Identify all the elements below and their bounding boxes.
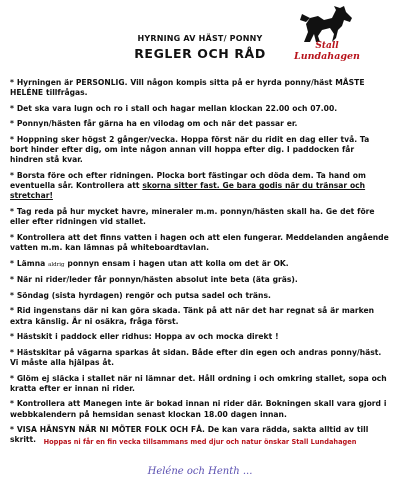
rule-small-word: aldrig — [48, 261, 65, 268]
rule-text: * Kontrollera att Manegen inte är bokad innan ni rider där. Bokningen skall vara gjord i webbkalendern på hemsidan senast klockan 18.00 dagen innan. — [10, 399, 387, 419]
rule-text: * Söndag (sista hyrdagen) rengör och putsa sadel och träns. — [10, 290, 271, 300]
rule-text: * VISA HÄNSYN NÄR NI MÖTER FOLK OCH FÅ. De kan vara rädda, sakta alltid av till skritt. — [10, 425, 369, 445]
rule-text: * Ponnyn/hästen får gärna ha en vilodag om och när det passar er. — [10, 119, 298, 129]
document-subtitle: HYRNING AV HÄST/ PONNY — [137, 34, 263, 43]
horse-icon — [298, 4, 356, 44]
rule-item — [10, 275, 390, 285]
rule-item — [10, 332, 390, 342]
rule-text-continued: ponnyn ensam i hagen utan att kolla om det är OK. — [64, 258, 289, 268]
rule-item — [10, 78, 390, 98]
rule-item — [10, 119, 390, 129]
rule-item — [10, 306, 390, 326]
rules-list — [10, 78, 390, 451]
rule-text: * Kontrollera att det finns vatten i hagen och att elen fungerar. Meddelanden angående vatten m.m. kan lämnas på whiteboardtavlan. — [10, 232, 389, 252]
rule-text: * Lämna — [10, 258, 49, 268]
signature: Heléne och Henth ... — [147, 466, 253, 477]
rule-text: * När ni rider/leder får ponnyn/hästen absolut inte beta (äta gräs). — [10, 275, 298, 285]
stall-logo — [292, 4, 362, 72]
rule-item — [10, 104, 390, 114]
rule-item — [10, 348, 390, 368]
rule-text: * Hästskit i paddock eller ridhus: Hoppa av och mocka direkt ! — [10, 332, 279, 342]
rule-item — [10, 207, 390, 227]
rule-text: * Hästskitar på vägarna sparkas åt sidan. Både efter din egen och andras ponny/häst. Vi måste alla hjälpas åt. — [10, 347, 382, 367]
rule-text: * Rid ingenstans där ni kan göra skada. Tänk på att när det har regnat så är marken extra känslig. Är ni osäkra, fråga först. — [10, 306, 375, 326]
rule-text: * Tag reda på hur mycket havre, mineraler m.m. ponnyn/hästen skall ha. Ge det före eller efter ridningen vid stallet. — [10, 206, 375, 227]
logo-text-line1: Stall — [315, 41, 339, 51]
rule-text: * Det ska vara lugn och ro i stall och hagar mellan klockan 22.00 och 07.00. — [10, 103, 338, 113]
rule-text: * Glöm ej släcka i stallet när ni lämnar det. Håll ordning i och omkring stallet, sopa och kratta efter er innan ni rider. — [10, 373, 387, 393]
rule-text: * Hoppning sker högst 2 gånger/vecka. Hoppa först när du ridit en dag eller två. Ta bort hinder efter dig, om inte någon annan vill hoppa efter dig. I paddocken får hindren stå kvar. — [10, 134, 370, 165]
rule-item — [10, 259, 390, 270]
rule-item — [10, 399, 390, 419]
rule-item — [10, 291, 390, 301]
rule-underlined-text: skorna sitter fast. Ge bara godis när du tränsar och stretchar! — [10, 181, 366, 201]
rule-item — [10, 233, 390, 253]
footer-greeting: Hoppas ni får en fin vecka tillsammans med djur och natur önskar Stall Lundahagen — [43, 438, 357, 446]
rule-text: * Hyrningen är PERSONLIG. Vill någon kompis sitta på er hyrda ponny/häst MÅSTE HELÉNE tillfrågas. — [10, 78, 365, 98]
document-title: REGLER OCH RÅD — [134, 46, 266, 61]
rule-item — [10, 135, 390, 166]
rule-item — [10, 374, 390, 394]
logo-text-line2: Lundahagen — [294, 51, 360, 62]
rule-text: * Borsta före och efter ridningen. Plocka bort fästingar och döda dem. Ta hand om eventuella sår. Kontrollera att — [10, 170, 366, 191]
rule-item — [10, 171, 390, 202]
